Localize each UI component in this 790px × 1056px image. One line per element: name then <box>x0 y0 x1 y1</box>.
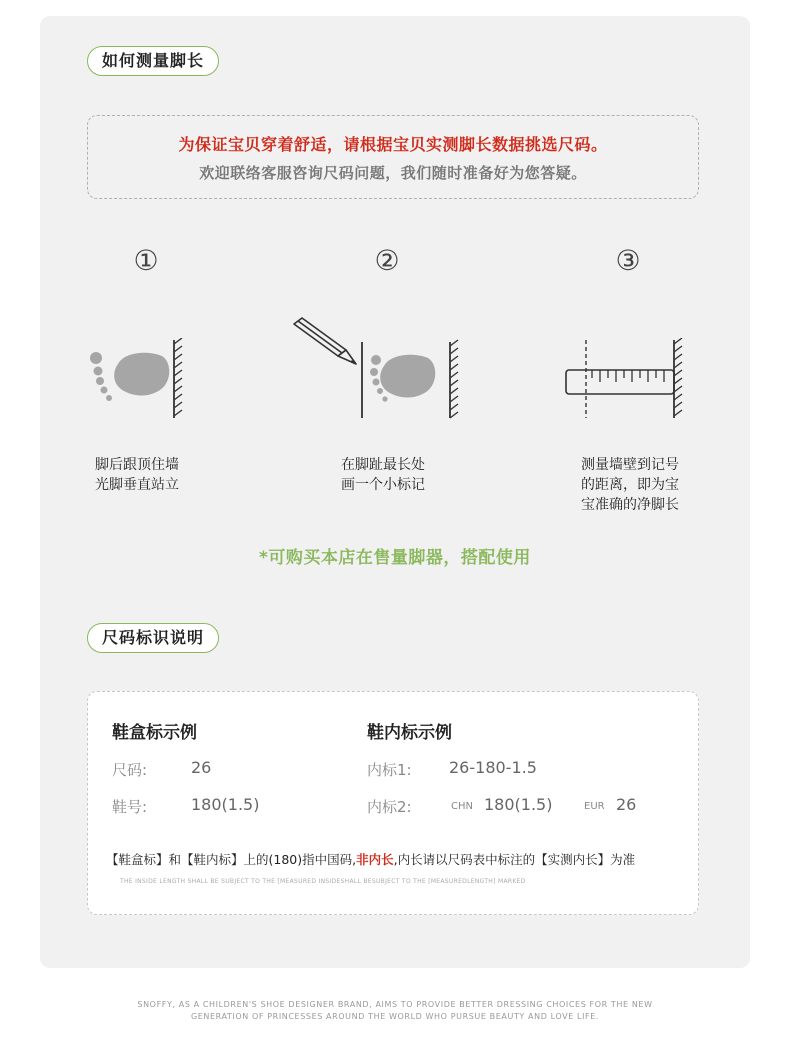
step-2-line-2: 画一个小标记 <box>341 477 425 493</box>
size-note-part-2: ,内长请以尺码表中标注的【实测内长】为准 <box>393 852 636 867</box>
box-label-title: 鞋盒标示例 <box>112 723 197 743</box>
step-number-3: ③ <box>615 244 641 277</box>
step-3-line-3: 宝准确的净脚长 <box>581 497 679 513</box>
inner-label-2: 内标2: <box>367 798 412 816</box>
step-3-line-1: 测量墙壁到记号 <box>581 457 679 473</box>
eur-value: 26 <box>616 795 637 814</box>
box-shoe-label: 鞋号: <box>112 798 148 816</box>
step-3-text <box>560 455 700 515</box>
footer-line-1: SNOFFY, AS A CHILDREN'S SHOE DESIGNER BRAND, AIMS TO PROVIDE BETTER DRESSING CHOICES FOR THE NEW <box>137 1000 653 1009</box>
step-2-line-1: 在脚趾最长处 <box>341 457 425 473</box>
step-number-2: ② <box>374 244 400 277</box>
section-title-measure: 如何测量脚长 <box>87 46 219 76</box>
box-shoe-value: 180(1.5) <box>191 795 260 814</box>
eur-tag: EUR <box>584 801 605 812</box>
brand-footer <box>0 999 790 1023</box>
step-1-line-2: 光脚垂直站立 <box>95 477 179 493</box>
size-note <box>106 850 635 868</box>
inner-value-1: 26-180-1.5 <box>449 758 537 777</box>
measuring-tool-note: *可购买本店在售量脚器，搭配使用 <box>259 548 531 568</box>
step-3-line-2: 的距离，即为宝 <box>581 477 679 493</box>
chn-tag: CHN <box>451 801 473 812</box>
notice-line-gray: 欢迎联络客服咨询尺码问题，我们随时准备好为您答疑。 <box>199 164 587 182</box>
step-2-text <box>313 455 453 495</box>
size-note-english: THE INSIDE LENGTH SHALL BE SUBJECT TO THE [MEASURED INSIDESHALL BESUBJECT TO THE [MEASUREDLENGTH] MARKED <box>120 878 526 885</box>
notice-line-red: 为保证宝贝穿着舒适，请根据宝贝实测脚长数据挑选尺码。 <box>178 135 608 154</box>
ruler-wall-icon <box>562 338 692 420</box>
size-note-red: 非内长 <box>356 852 394 867</box>
foot-against-wall-icon <box>84 338 194 420</box>
inner-label-1: 内标1: <box>367 761 412 779</box>
inner-label-title: 鞋内标示例 <box>367 723 452 743</box>
box-size-label: 尺码: <box>112 761 148 779</box>
step-1-text <box>67 455 207 495</box>
footer-line-2: GENERATION OF PRINCESSES AROUND THE WORLD WHO PURSUE BEAUTY AND LOVE LIFE. <box>190 1012 600 1021</box>
chn-value: 180(1.5) <box>484 795 553 814</box>
pencil-mark-toe-icon <box>286 316 466 422</box>
section-title-size-label: 尺码标识说明 <box>87 623 219 653</box>
step-number-1: ① <box>133 244 159 277</box>
size-note-part-1: 【鞋盒标】和【鞋内标】上的(180)指中国码, <box>106 852 357 867</box>
notice-box <box>87 115 699 199</box>
box-size-value: 26 <box>191 758 212 777</box>
size-label-box <box>87 691 699 915</box>
step-1-line-1: 脚后跟顶住墙 <box>95 457 179 473</box>
